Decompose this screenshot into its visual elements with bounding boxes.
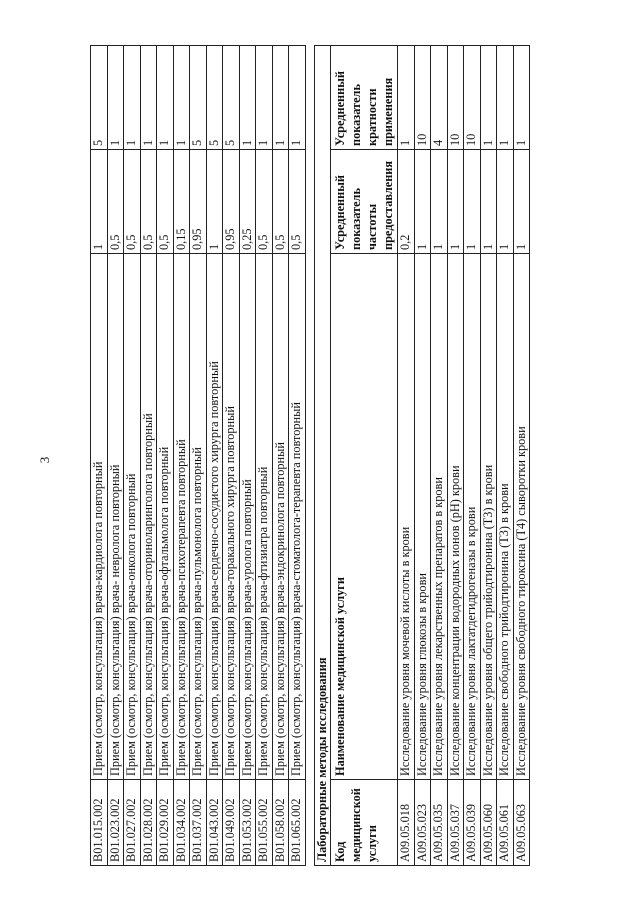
table-row — [190, 46, 207, 866]
multiplicity-value: 1 — [497, 46, 514, 150]
frequency-value: 0,5 — [140, 150, 157, 254]
frequency-value: 0,5 — [157, 150, 174, 254]
service-name: Прием (осмотр, консультация) врача-фтизиатра повторный — [256, 254, 273, 780]
section-title-row — [314, 46, 331, 866]
header-code: Код медицинской услуги — [331, 780, 398, 866]
table-row — [91, 46, 108, 866]
table-row — [239, 46, 256, 866]
frequency-value: 0,95 — [223, 150, 240, 254]
multiplicity-value: 1 — [173, 46, 190, 150]
lab-tests-body — [398, 46, 530, 866]
frequency-value: 1 — [447, 150, 464, 254]
table-row — [272, 46, 289, 866]
service-code: B01.049.002 — [223, 780, 240, 866]
table-row — [464, 46, 481, 866]
service-code: B01.053.002 — [239, 780, 256, 866]
service-name: Исследование уровня лактатдегидрогеназы в крови — [464, 254, 481, 780]
frequency-value: 0,5 — [124, 150, 141, 254]
multiplicity-value: 5 — [206, 46, 223, 150]
service-code: A09.05.035 — [431, 780, 448, 866]
service-code: B01.027.002 — [124, 780, 141, 866]
lab-section — [314, 46, 398, 866]
service-name: Прием (осмотр, консультация) врача-стоматолога-терапевта повторный — [289, 254, 306, 780]
frequency-value: 0,15 — [173, 150, 190, 254]
frequency-value: 0,2 — [398, 150, 415, 254]
table-row — [124, 46, 141, 866]
service-name: Исследование концентрации водородных ионов (pH) крови — [447, 254, 464, 780]
table-row — [431, 46, 448, 866]
frequency-value: 1 — [497, 150, 514, 254]
service-code: B01.029.002 — [157, 780, 174, 866]
multiplicity-value: 1 — [272, 46, 289, 150]
multiplicity-value: 5 — [190, 46, 207, 150]
multiplicity-value: 10 — [464, 46, 481, 150]
service-name: Прием (осмотр, консультация) врача-офтальмолога повторный — [157, 254, 174, 780]
service-name: Прием (осмотр, консультация) врача-эндокринолога повторный — [272, 254, 289, 780]
service-code: B01.015.002 — [91, 780, 108, 866]
table-row — [173, 46, 190, 866]
service-name: Исследование уровня мочевой кислоты в крови — [398, 254, 415, 780]
service-name: Прием (осмотр, консультация) врача-оториноларинголога повторный — [140, 254, 157, 780]
service-name: Исследование уровня общего трийодтиронина (T3) в крови — [480, 254, 497, 780]
table-row — [289, 46, 306, 866]
frequency-value: 0,25 — [239, 150, 256, 254]
service-name: Исследование свободного трийодтиронина (T3) в крови — [497, 254, 514, 780]
page-number: 3 — [37, 456, 52, 464]
service-code: B01.037.002 — [190, 780, 207, 866]
frequency-value: 1 — [206, 150, 223, 254]
frequency-value: 1 — [414, 150, 431, 254]
consultations-body — [91, 46, 306, 866]
services-table — [90, 45, 530, 866]
frequency-value: 1 — [91, 150, 108, 254]
service-name: Исследование уровня свободного тироксина (T4) сыворотки крови — [513, 254, 530, 780]
multiplicity-value: 1 — [239, 46, 256, 150]
multiplicity-value: 1 — [124, 46, 141, 150]
multiplicity-value: 1 — [107, 46, 124, 150]
service-code: A09.05.039 — [464, 780, 481, 866]
table-row — [157, 46, 174, 866]
service-code: B01.065.002 — [289, 780, 306, 866]
service-code: B01.058.002 — [272, 780, 289, 866]
service-name: Прием (осмотр, консультация) врача-торакального хирурга повторный — [223, 254, 240, 780]
service-name: Прием (осмотр, консультация) врача- невролога повторный — [107, 254, 124, 780]
service-name: Прием (осмотр, консультация) врача-кардиолога повторный — [91, 254, 108, 780]
frequency-value: 0,5 — [256, 150, 273, 254]
service-name: Прием (осмотр, консультация) врача-уролога повторный — [239, 254, 256, 780]
table-row — [447, 46, 464, 866]
table-row — [480, 46, 497, 866]
multiplicity-value: 1 — [289, 46, 306, 150]
multiplicity-value: 10 — [447, 46, 464, 150]
table-row — [497, 46, 514, 866]
frequency-value: 1 — [480, 150, 497, 254]
service-name: Прием (осмотр, консультация) врача-сердечно-сосудистого хирурга повторный — [206, 254, 223, 780]
multiplicity-value: 10 — [414, 46, 431, 150]
table-row — [107, 46, 124, 866]
service-code: A09.05.063 — [513, 780, 530, 866]
header-freq: Усредненный показатель частоты предоставления — [331, 150, 398, 254]
service-code: B01.043.002 — [206, 780, 223, 866]
table-row — [140, 46, 157, 866]
frequency-value: 0,5 — [289, 150, 306, 254]
frequency-value: 0,5 — [107, 150, 124, 254]
service-name: Прием (осмотр, консультация) врача-онколога повторный — [124, 254, 141, 780]
service-name: Прием (осмотр, консультация) врача-психотерапевта повторный — [173, 254, 190, 780]
table-row — [256, 46, 273, 866]
multiplicity-value: 4 — [431, 46, 448, 150]
table-row — [223, 46, 240, 866]
table-row — [398, 46, 415, 866]
frequency-value: 0,5 — [272, 150, 289, 254]
header-mult: Усредненный показатель кратности применения — [331, 46, 398, 150]
multiplicity-value: 5 — [91, 46, 108, 150]
frequency-value: 0,95 — [190, 150, 207, 254]
multiplicity-value: 1 — [256, 46, 273, 150]
services-sheet — [90, 46, 530, 866]
service-code: B01.028.002 — [140, 780, 157, 866]
multiplicity-value: 1 — [480, 46, 497, 150]
multiplicity-value: 5 — [223, 46, 240, 150]
frequency-value: 1 — [513, 150, 530, 254]
multiplicity-value: 1 — [513, 46, 530, 150]
table-row — [513, 46, 530, 866]
service-code: B01.034.002 — [173, 780, 190, 866]
table-row — [414, 46, 431, 866]
service-code: A09.05.037 — [447, 780, 464, 866]
service-name: Исследование уровня глюкозы в крови — [414, 254, 431, 780]
multiplicity-value: 1 — [157, 46, 174, 150]
service-name: Прием (осмотр, консультация) врача-пульмонолога повторный — [190, 254, 207, 780]
service-code: A09.05.023 — [414, 780, 431, 866]
service-code: A09.05.018 — [398, 780, 415, 866]
frequency-value: 1 — [431, 150, 448, 254]
header-name: Наименование медицинской услуги — [331, 254, 398, 780]
service-code: B01.023.002 — [107, 780, 124, 866]
table-row — [206, 46, 223, 866]
service-code: A09.05.061 — [497, 780, 514, 866]
service-code: A09.05.060 — [480, 780, 497, 866]
multiplicity-value: 1 — [140, 46, 157, 150]
lab-section-title: Лабораторные методы исследования — [314, 46, 331, 866]
multiplicity-value: 1 — [398, 46, 415, 150]
frequency-value: 1 — [464, 150, 481, 254]
gap-row — [305, 46, 314, 866]
lab-header-row — [331, 46, 398, 866]
service-name: Исследование уровня лекарственных препаратов в крови — [431, 254, 448, 780]
service-code: B01.055.002 — [256, 780, 273, 866]
